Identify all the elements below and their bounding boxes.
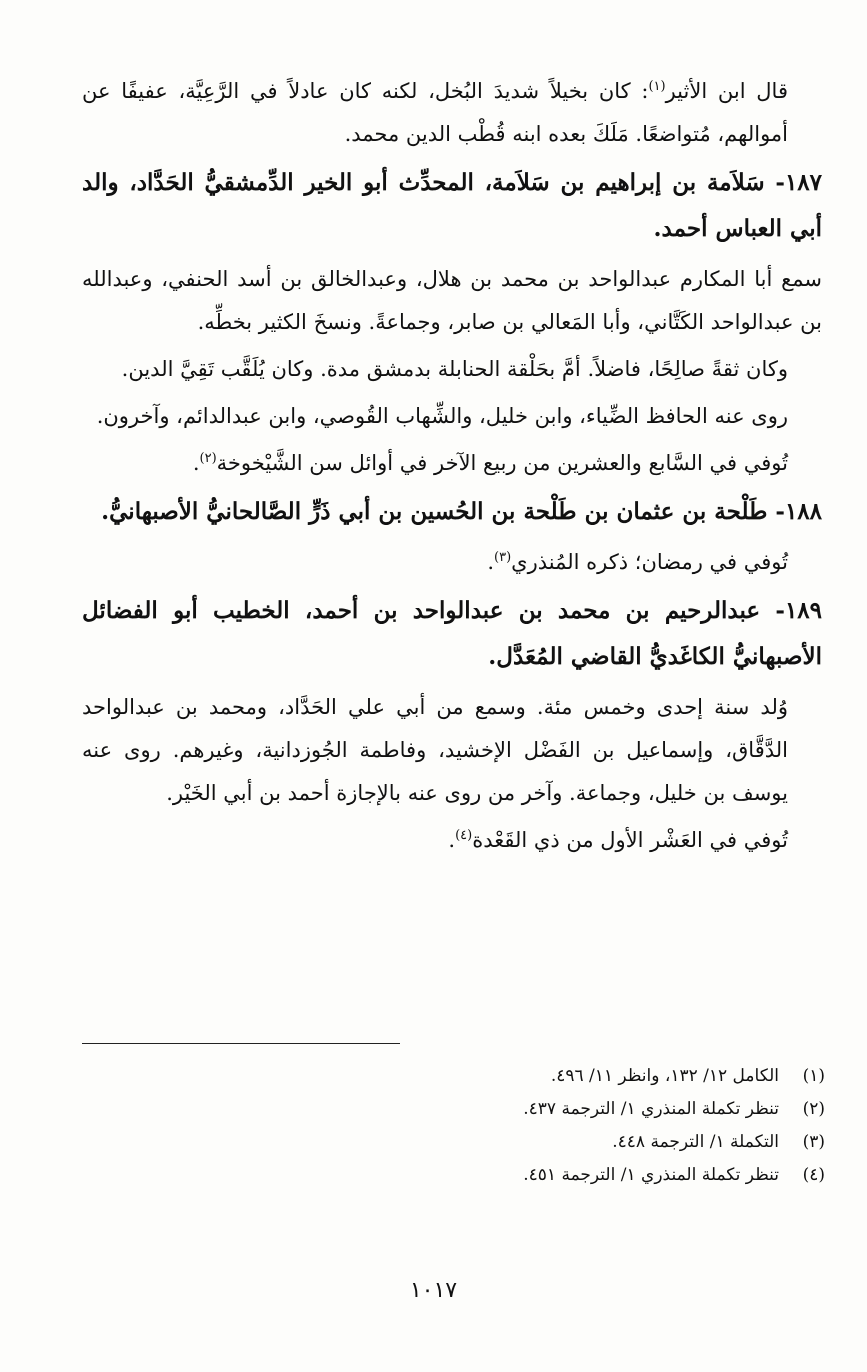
paragraph-text: تُوفي في العَشْر الأول من ذي القَعْدة — [472, 828, 788, 852]
entry-188-heading: ١٨٨- طَلْحة بن عثمان بن طَلْحة بن الحُسين بن أبي ذَرٍّ الصَّالحانيُّ الأصبهانيُّ. — [101, 498, 822, 525]
entry-189-paragraph-1: وُلد سنة إحدى وخمس مئة. وسمع من أبي علي الحَدَّاد، ومحمد بن عبدالواحد الدَّقَّاق، وإسماعيل بن الفَضْل الإخشيد، وفاطمة الجُوزدانية، وغيرهم. روى عنه يوسف بن خليل، وجماعة. وآخر من روى عنه بالإجازة أحمد بن أبي الخَيْر. — [82, 695, 788, 805]
footnote-ref-3: (٣) — [494, 550, 512, 565]
footnote-ref-4: (٤) — [455, 828, 473, 843]
entry-189-death — [82, 819, 822, 862]
page-number: ١٠١٧ — [409, 1278, 458, 1303]
paragraph-text: تُوفي في السَّابع والعشرين من ربيع الآخر في أوائل سن الشَّيْخوخة — [216, 451, 788, 475]
footnote-ref-2: (٢) — [199, 451, 217, 466]
footnote-4 — [300, 1159, 825, 1192]
entry-187-paragraph-2: وكان ثقةً صالِحًا، فاضلاً. أمَّ بحَلْقة الحنابلة بدمشق مدة. وكان يُلَقَّب تَقِيَّ الدين. — [121, 357, 788, 381]
entry-187-paragraph-3: روى عنه الحافظ الضِّياء، وابن خليل، والشِّهاب القُوصي، وابن عبدالدائم، وآخرون. — [96, 404, 788, 428]
paragraph-text: قال ابن الأثير — [665, 79, 788, 103]
footnote-text: الكامل ١٢/ ١٣٢، وانظر ١١/ ٤٩٦. — [550, 1066, 779, 1086]
paragraph-text: تُوفي في رمضان؛ ذكره المُنذري — [511, 550, 788, 574]
entry-187-heading: ١٨٧- سَلاَمة بن إبراهيم بن سَلاَمة، المحدِّث أبو الخير الدِّمشقيُّ الحَدَّاد، والد أبي العباس أحمد. — [82, 169, 822, 242]
footnote-2 — [300, 1093, 825, 1126]
full-stop: . — [192, 451, 200, 475]
full-stop: . — [487, 550, 495, 574]
footnote-text: تنظر تكملة المنذري ١/ الترجمة ٤٣٧. — [523, 1099, 779, 1119]
full-stop: . — [448, 828, 456, 852]
footnotes — [300, 1060, 825, 1192]
paragraph-ibn-athir — [82, 70, 822, 156]
paragraph-text: : كان بخيلاً شديدَ البُخل، لكنه كان عادلاً في الرَّعِيَّة، عفيفًا عن أموالهم، مُتواضعًا. مَلَكَ بعده ابنه قُطْب الدين محمد. — [82, 79, 788, 146]
entry-189-heading: ١٨٩- عبدالرحيم بن محمد بن عبدالواحد بن أحمد، الخطيب أبو الفضائل الأصبهانيُّ الكاغَديُّ القاضي المُعَدَّل. — [82, 597, 822, 670]
footnote-separator — [82, 1043, 400, 1044]
entry-187-paragraph-1: سمع أبا المكارم عبدالواحد بن محمد بن هلال، وعبدالخالق بن أسد الحنفي، وعبدالله بن عبدالواحد الكَتَّاني، وأبا المَعالي بن صابر، وجماعةً. ونسخَ الكثير بخطِّه. — [82, 267, 822, 334]
footnote-3 — [300, 1126, 825, 1159]
footnote-text: تنظر تكملة المنذري ١/ الترجمة ٤٥١. — [523, 1165, 779, 1185]
main-text — [82, 70, 822, 866]
footnote-text: التكملة ١/ الترجمة ٤٤٨. — [612, 1132, 779, 1152]
footnote-ref-1: (١) — [648, 79, 666, 94]
footnote-number: (٤) — [802, 1165, 825, 1185]
footnote-number: (٣) — [802, 1132, 825, 1152]
footnote-1 — [300, 1060, 825, 1093]
footnote-number: (١) — [802, 1066, 825, 1086]
entry-187-death — [82, 442, 822, 485]
footnote-number: (٢) — [802, 1099, 825, 1119]
entry-188-death — [82, 541, 822, 584]
